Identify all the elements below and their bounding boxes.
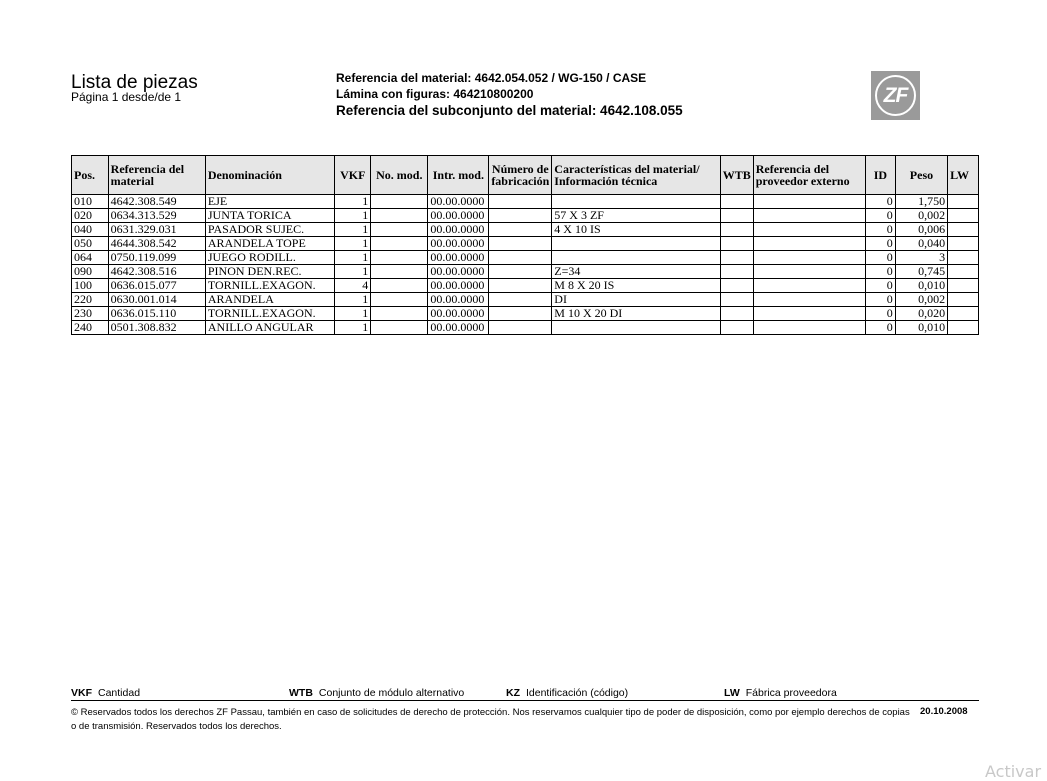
cell-material-ref: 0631.329.031 bbox=[108, 223, 205, 237]
col-mod-no: No. mod. bbox=[371, 156, 428, 195]
cell-pos: 100 bbox=[72, 279, 109, 293]
col-lw: LW bbox=[948, 156, 979, 195]
cell-mod-intro: 00.00.0000 bbox=[428, 279, 489, 293]
cell-id: 0 bbox=[866, 279, 896, 293]
col-id: ID bbox=[866, 156, 896, 195]
legend-code: LW bbox=[724, 687, 740, 699]
cell-vkf: 1 bbox=[335, 209, 371, 223]
cell-mod-intro: 00.00.0000 bbox=[428, 321, 489, 335]
cell-weight: 1,750 bbox=[895, 195, 947, 209]
table-row bbox=[72, 307, 979, 321]
cell-wtb bbox=[720, 251, 753, 265]
cell-lw bbox=[948, 279, 979, 293]
cell-weight: 0,040 bbox=[895, 237, 947, 251]
cell-denomination: PASADOR SUJEC. bbox=[205, 223, 334, 237]
cell-characteristics: M 10 X 20 DI bbox=[552, 307, 720, 321]
cell-weight: 0,745 bbox=[895, 265, 947, 279]
cell-weight: 0,002 bbox=[895, 293, 947, 307]
cell-lw bbox=[948, 251, 979, 265]
cell-pos: 090 bbox=[72, 265, 109, 279]
document-date: 20.10.2008 bbox=[920, 706, 968, 717]
cell-wtb bbox=[720, 223, 753, 237]
cell-id: 0 bbox=[866, 293, 896, 307]
cell-denomination: ANILLO ANGULAR bbox=[205, 321, 334, 335]
cell-mod-intro: 00.00.0000 bbox=[428, 223, 489, 237]
cell-id: 0 bbox=[866, 223, 896, 237]
cell-vkf: 1 bbox=[335, 195, 371, 209]
cell-mod-intro: 00.00.0000 bbox=[428, 293, 489, 307]
cell-serial-number bbox=[489, 195, 552, 209]
cell-supplier-ref bbox=[753, 195, 865, 209]
cell-mod-no bbox=[371, 307, 428, 321]
subassembly-reference: Referencia del subconjunto del material: 4642.108.055 bbox=[336, 103, 683, 118]
cell-mod-intro: 00.00.0000 bbox=[428, 195, 489, 209]
page-indicator: Página 1 desde/de 1 bbox=[71, 90, 182, 104]
legend-text: Fábrica proveedora bbox=[745, 687, 837, 699]
table-row bbox=[72, 293, 979, 307]
cell-material-ref: 0636.015.110 bbox=[108, 307, 205, 321]
cell-vkf: 1 bbox=[335, 251, 371, 265]
cell-id: 0 bbox=[866, 237, 896, 251]
parts-table bbox=[71, 155, 979, 335]
legend-lw bbox=[724, 687, 837, 699]
cell-supplier-ref bbox=[753, 265, 865, 279]
cell-mod-no bbox=[371, 265, 428, 279]
logo-text: ZF bbox=[883, 84, 908, 107]
cell-serial-number bbox=[489, 307, 552, 321]
table-row bbox=[72, 209, 979, 223]
legend-vkf bbox=[71, 687, 140, 699]
cell-lw bbox=[948, 237, 979, 251]
material-reference: Referencia del material: 4642.054.052 / WG-150 / CASE bbox=[336, 71, 647, 85]
cell-denomination: JUEGO RODILL. bbox=[205, 251, 334, 265]
cell-material-ref: 0634.313.529 bbox=[108, 209, 205, 223]
col-vkf: VKF bbox=[335, 156, 371, 195]
col-weight: Peso bbox=[895, 156, 947, 195]
cell-id: 0 bbox=[866, 307, 896, 321]
cell-weight: 0,002 bbox=[895, 209, 947, 223]
cell-serial-number bbox=[489, 265, 552, 279]
cell-characteristics bbox=[552, 321, 720, 335]
cell-serial-number bbox=[489, 237, 552, 251]
cell-characteristics: Z=34 bbox=[552, 265, 720, 279]
cell-serial-number bbox=[489, 209, 552, 223]
cell-lw bbox=[948, 223, 979, 237]
legend-code: VKF bbox=[71, 687, 92, 699]
cell-material-ref: 0630.001.014 bbox=[108, 293, 205, 307]
cell-vkf: 4 bbox=[335, 279, 371, 293]
cell-characteristics bbox=[552, 251, 720, 265]
table-row bbox=[72, 237, 979, 251]
cell-supplier-ref bbox=[753, 279, 865, 293]
cell-weight: 0,010 bbox=[895, 321, 947, 335]
cell-mod-no bbox=[371, 209, 428, 223]
cell-pos: 220 bbox=[72, 293, 109, 307]
cell-vkf: 1 bbox=[335, 293, 371, 307]
cell-denomination: EJE bbox=[205, 195, 334, 209]
cell-pos: 050 bbox=[72, 237, 109, 251]
cell-lw bbox=[948, 195, 979, 209]
table-header-row bbox=[72, 156, 979, 195]
cell-weight: 0,010 bbox=[895, 279, 947, 293]
cell-pos: 064 bbox=[72, 251, 109, 265]
table-row bbox=[72, 251, 979, 265]
cell-wtb bbox=[720, 195, 753, 209]
cell-material-ref: 4642.308.516 bbox=[108, 265, 205, 279]
col-material-ref: Referencia del material bbox=[108, 156, 205, 195]
cell-serial-number bbox=[489, 251, 552, 265]
cell-denomination: ARANDELA TOPE bbox=[205, 237, 334, 251]
cell-mod-intro: 00.00.0000 bbox=[428, 237, 489, 251]
legend-text: Conjunto de módulo alternativo bbox=[318, 687, 465, 699]
cell-id: 0 bbox=[866, 195, 896, 209]
cell-vkf: 1 bbox=[335, 265, 371, 279]
cell-id: 0 bbox=[866, 265, 896, 279]
cell-wtb bbox=[720, 237, 753, 251]
cell-denomination: TORNILL.EXAGON. bbox=[205, 279, 334, 293]
cell-vkf: 1 bbox=[335, 307, 371, 321]
figure-sheet: Lámina con figuras: 464210800200 bbox=[336, 87, 534, 101]
table-row bbox=[72, 195, 979, 209]
legend-wtb bbox=[289, 687, 464, 699]
col-pos: Pos. bbox=[72, 156, 109, 195]
cell-characteristics: 57 X 3 ZF bbox=[552, 209, 720, 223]
cell-weight: 3 bbox=[895, 251, 947, 265]
cell-id: 0 bbox=[866, 321, 896, 335]
cell-wtb bbox=[720, 293, 753, 307]
cell-characteristics bbox=[552, 237, 720, 251]
cell-mod-intro: 00.00.0000 bbox=[428, 251, 489, 265]
cell-mod-no bbox=[371, 251, 428, 265]
cell-wtb bbox=[720, 279, 753, 293]
cell-material-ref: 0501.308.832 bbox=[108, 321, 205, 335]
cell-id: 0 bbox=[866, 209, 896, 223]
cell-mod-no bbox=[371, 223, 428, 237]
cell-pos: 230 bbox=[72, 307, 109, 321]
cell-supplier-ref bbox=[753, 251, 865, 265]
cell-lw bbox=[948, 307, 979, 321]
page-title: Lista de piezas bbox=[71, 72, 198, 93]
cell-wtb bbox=[720, 321, 753, 335]
cell-serial-number bbox=[489, 223, 552, 237]
cell-denomination: JUNTA TORICA bbox=[205, 209, 334, 223]
col-supplier-ref: Referencia del proveedor externo bbox=[753, 156, 865, 195]
cell-material-ref: 0636.015.077 bbox=[108, 279, 205, 293]
col-wtb: WTB bbox=[720, 156, 753, 195]
cell-characteristics: DI bbox=[552, 293, 720, 307]
cell-mod-no bbox=[371, 321, 428, 335]
cell-lw bbox=[948, 293, 979, 307]
cell-characteristics: M 8 X 20 IS bbox=[552, 279, 720, 293]
cell-mod-intro: 00.00.0000 bbox=[428, 307, 489, 321]
cell-mod-no bbox=[371, 279, 428, 293]
cell-serial-number bbox=[489, 279, 552, 293]
footer-divider bbox=[71, 700, 979, 701]
cell-mod-intro: 00.00.0000 bbox=[428, 209, 489, 223]
cell-characteristics: 4 X 10 IS bbox=[552, 223, 720, 237]
legend-text: Identificación (código) bbox=[526, 687, 629, 699]
cell-denomination: ARANDELA bbox=[205, 293, 334, 307]
cell-mod-no bbox=[371, 293, 428, 307]
cell-wtb bbox=[720, 209, 753, 223]
legend-kz bbox=[506, 687, 628, 699]
cell-denomination: PINON DEN.REC. bbox=[205, 265, 334, 279]
cell-pos: 020 bbox=[72, 209, 109, 223]
cell-supplier-ref bbox=[753, 321, 865, 335]
col-serial-number: Número de fabricación bbox=[489, 156, 552, 195]
col-denomination: Denominación bbox=[205, 156, 334, 195]
legend-text: Cantidad bbox=[98, 687, 141, 699]
table-row bbox=[72, 223, 979, 237]
cell-supplier-ref bbox=[753, 223, 865, 237]
cell-pos: 240 bbox=[72, 321, 109, 335]
cell-supplier-ref bbox=[753, 293, 865, 307]
col-characteristics: Características del material/ Información técnica bbox=[552, 156, 720, 195]
cell-supplier-ref bbox=[753, 237, 865, 251]
cell-serial-number bbox=[489, 293, 552, 307]
cell-serial-number bbox=[489, 321, 552, 335]
cell-supplier-ref bbox=[753, 209, 865, 223]
cell-vkf: 1 bbox=[335, 237, 371, 251]
cell-supplier-ref bbox=[753, 307, 865, 321]
cell-wtb bbox=[720, 265, 753, 279]
copyright-notice: © Reservados todos los derechos ZF Passau, también en caso de solicitudes de derecho de protección. Nos reservamos cualquier tipo de poder de disposición, como por ejemplo derechos de copias o de transmisión. Reservados todos los derechos. bbox=[71, 707, 910, 732]
cell-pos: 040 bbox=[72, 223, 109, 237]
cell-pos: 010 bbox=[72, 195, 109, 209]
cell-lw bbox=[948, 209, 979, 223]
col-mod-intro: Intr. mod. bbox=[428, 156, 489, 195]
cell-mod-intro: 00.00.0000 bbox=[428, 265, 489, 279]
cell-material-ref: 4642.308.549 bbox=[108, 195, 205, 209]
cell-lw bbox=[948, 321, 979, 335]
cell-vkf: 1 bbox=[335, 321, 371, 335]
cell-material-ref: 4644.308.542 bbox=[108, 237, 205, 251]
cell-weight: 0,020 bbox=[895, 307, 947, 321]
cell-vkf: 1 bbox=[335, 223, 371, 237]
table-row bbox=[72, 279, 979, 293]
reference-block bbox=[336, 70, 683, 120]
legend-code: WTB bbox=[289, 687, 313, 699]
table-row bbox=[72, 321, 979, 335]
cell-id: 0 bbox=[866, 251, 896, 265]
legend-code: KZ bbox=[506, 687, 520, 699]
cell-weight: 0,006 bbox=[895, 223, 947, 237]
cell-material-ref: 0750.119.099 bbox=[108, 251, 205, 265]
cell-denomination: TORNILL.EXAGON. bbox=[205, 307, 334, 321]
cell-characteristics bbox=[552, 195, 720, 209]
cell-lw bbox=[948, 265, 979, 279]
cell-mod-no bbox=[371, 195, 428, 209]
cell-mod-no bbox=[371, 237, 428, 251]
zf-logo bbox=[871, 71, 920, 120]
table-row bbox=[72, 265, 979, 279]
cell-wtb bbox=[720, 307, 753, 321]
activation-watermark: Activar bbox=[985, 762, 1042, 781]
